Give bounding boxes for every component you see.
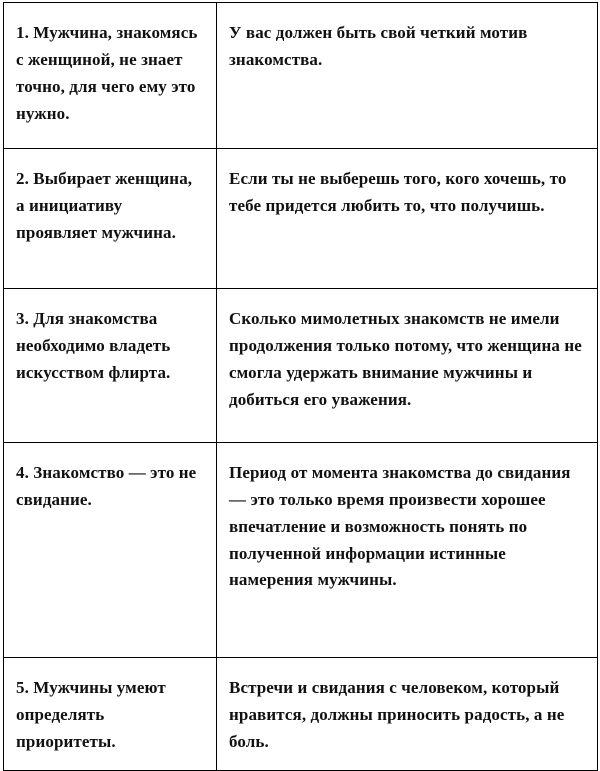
principle-cell: 2. Выбирает женщина, а инициативу проявляет мужчина. [4, 149, 217, 289]
explanation-cell: Если ты не выберешь того, кого хочешь, то тебе придется любить то, что получишь. [217, 149, 598, 289]
table-row [4, 443, 598, 658]
explanation-cell: Период от момента знакомства до свидания — это только время произвести хорошее впечатление и возможность понять по полученной информации истинные намерения мужчины. [217, 443, 598, 658]
principles-table [3, 2, 598, 771]
principle-cell: 5. Мужчины умеют определять приоритеты. [4, 658, 217, 771]
table-row [4, 3, 598, 149]
table-row [4, 149, 598, 289]
table-row [4, 289, 598, 443]
explanation-cell: Встречи и свидания с человеком, который нравится, должны приносить радость, а не боль. [217, 658, 598, 771]
principle-cell: 3. Для знакомства необходимо владеть искусством флирта. [4, 289, 217, 443]
table-row [4, 658, 598, 771]
principle-cell: 1. Мужчина, знакомясь с женщиной, не знает точно, для чего ему это нужно. [4, 3, 217, 149]
explanation-cell: У вас должен быть свой четкий мотив знакомства. [217, 3, 598, 149]
explanation-cell: Сколько мимолетных знакомств не имели продолжения только потому, что женщина не смогла удержать внимание мужчины и добиться его уважения. [217, 289, 598, 443]
principle-cell: 4. Знакомство — это не свидание. [4, 443, 217, 658]
